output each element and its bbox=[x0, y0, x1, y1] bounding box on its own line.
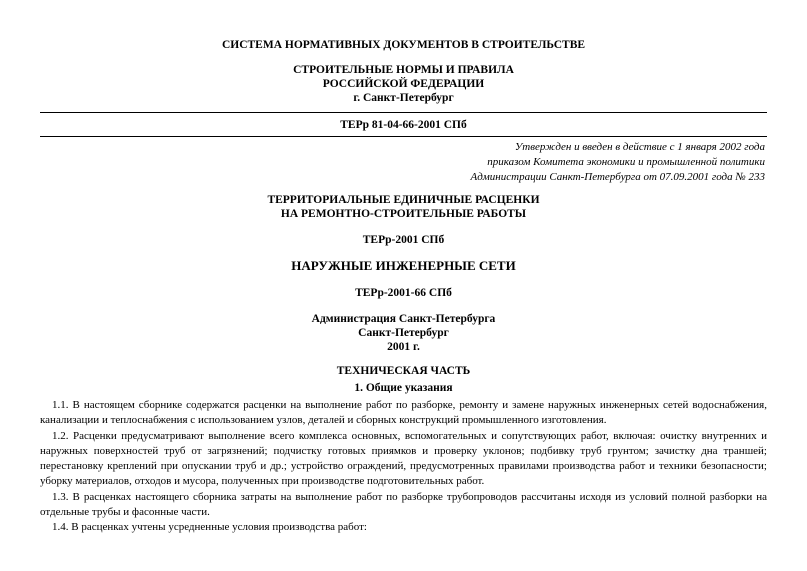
paragraph-1-1: 1.1. В настоящем сборнике содержатся расценки на выполнение работ по разборке, ремонту и замене наружных инженерных сетей водоснабжения, канализации и теплоснабжения с использованием узлов, деталей и сборных конструкций промышленного изготовления. bbox=[40, 399, 767, 427]
publisher-line-1: Администрация Санкт-Петербурга bbox=[311, 313, 496, 325]
paragraph-1-4: 1.4. В расценках учтены усредненные условия производства работ: bbox=[52, 521, 367, 534]
approval-line-3: Администрации Санкт-Петербурга от 07.09.2001 года № 233 bbox=[470, 171, 765, 183]
body-text bbox=[40, 398, 767, 536]
document-code: ТЕРр 81-04-66-2001 СПб bbox=[340, 119, 467, 131]
approval-line-2: приказом Комитета экономики и промышленной политики bbox=[487, 156, 765, 168]
publication-year: 2001 г. bbox=[387, 341, 420, 353]
section-heading: 1. Общие указания bbox=[354, 382, 453, 394]
paragraph-1-3: 1.3. В расценках настоящего сборника затраты на выполнение работ по разборке трубопроводов рассчитаны исходя из условий полной разборки на отдельные трубы и фасонные части. bbox=[40, 490, 767, 519]
norms-title-line2: РОССИЙСКОЙ ФЕДЕРАЦИИ bbox=[322, 78, 485, 90]
paragraph-1-2: 1.2. Расценки предусматривают выполнение всего комплекса основных, вспомогательных и сопутствующих работ, включая: очистку внутренних и наружных поверхностей труб от загрязнений; подчистку готовых приямков и проверку уклонов; подбивку труб грунтом; зачистку дна траншей; перестановку креплений при опускании труб и др.; устройство ограждений, предусмотренных правилами производства работ и техники безопасности; уборку материалов, отходов и мусора, полученных при производстве подготовительных работ. bbox=[40, 429, 767, 488]
title-line-1: ТЕРРИТОРИАЛЬНЫЕ ЕДИНИЧНЫЕ РАСЦЕНКИ bbox=[267, 194, 540, 206]
title-line-2: НА РЕМОНТНО-СТРОИТЕЛЬНЫЕ РАБОТЫ bbox=[280, 208, 527, 220]
bottom-rule bbox=[40, 136, 767, 137]
top-rule bbox=[40, 112, 767, 113]
city-line: г. Санкт-Петербург bbox=[353, 92, 454, 104]
system-title: СИСТЕМА НОРМАТИВНЫХ ДОКУМЕНТОВ В СТРОИТЕЛЬСТВЕ bbox=[221, 39, 586, 51]
publisher-line-2: Санкт-Петербург bbox=[358, 327, 449, 339]
part-title: ТЕХНИЧЕСКАЯ ЧАСТЬ bbox=[336, 365, 471, 377]
approval-line-1: Утвержден и введен в действие с 1 января 2002 года bbox=[514, 141, 765, 153]
approval-block bbox=[470, 140, 765, 185]
section-code: ТЕРр-2001-66 СПб bbox=[355, 287, 452, 299]
collection-code: ТЕРр-2001 СПб bbox=[362, 234, 445, 246]
norms-title-line1: СТРОИТЕЛЬНЫЕ НОРМЫ И ПРАВИЛА bbox=[293, 64, 514, 76]
section-title: НАРУЖНЫЕ ИНЖЕНЕРНЫЕ СЕТИ bbox=[291, 258, 516, 273]
